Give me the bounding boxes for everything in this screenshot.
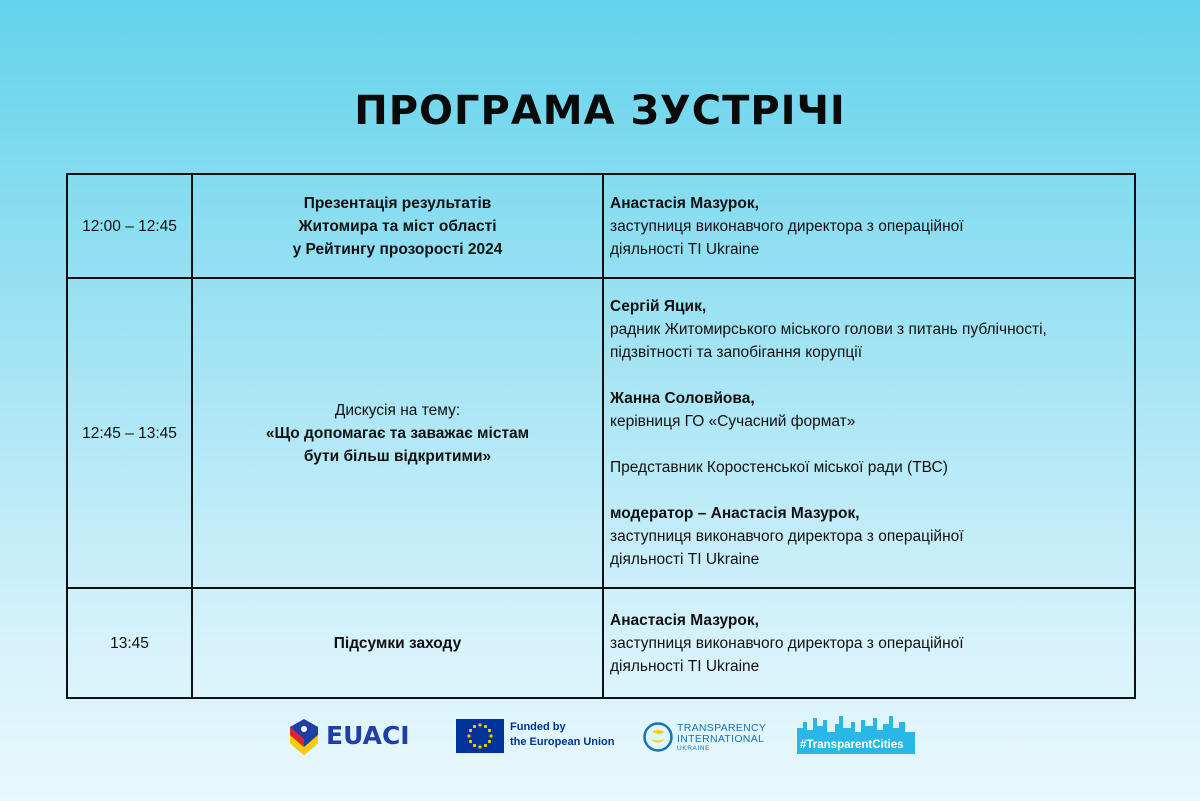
speaker-role: заступниця виконавчого директора з операційної <box>610 217 964 235</box>
ti-line: UKRAINE <box>677 745 711 752</box>
speaker-role: Представник Коростенської міської ради (ТВС) <box>610 459 948 476</box>
speaker-role: керівниця ГО «Сучасний формат» <box>610 413 856 430</box>
topic-cell <box>192 174 603 278</box>
speaker-name: Сергій Яцик, <box>610 298 707 315</box>
euaci-wordmark: EUACI <box>326 721 410 750</box>
ti-line: INTERNATIONAL <box>677 733 765 745</box>
speaker-role: заступниця виконавчого директора з операційної <box>610 634 964 652</box>
topic-line: Підсумки заходу <box>333 634 462 652</box>
page-title: ПРОГРАМА ЗУСТРІЧІ <box>354 88 846 134</box>
program-table <box>66 173 1136 699</box>
time-text: 12:45 – 13:45 <box>82 424 177 442</box>
table-row <box>67 174 1135 278</box>
topic-cell <box>192 588 603 698</box>
euaci-emblem-icon <box>286 717 322 757</box>
topic-intro: Дискусія на тему: <box>334 401 461 419</box>
topic-line: бути більш відкритими» <box>303 447 492 465</box>
topic-cell <box>192 278 603 588</box>
eu-funded-logo <box>456 712 621 762</box>
eu-flag-icon <box>456 719 504 753</box>
speaker-name: Анастасія Мазурок, <box>610 611 759 629</box>
speaker-role: діяльності TI Ukraine <box>610 551 760 568</box>
speaker-role: заступниця виконавчого директора з операційної <box>610 528 964 545</box>
time-text: 13:45 <box>110 634 149 652</box>
ti-ukraine-logo <box>643 712 773 762</box>
topic-line: Житомира та міст області <box>298 217 497 235</box>
ti-globe-icon <box>643 722 673 752</box>
time-cell <box>67 588 192 698</box>
speaker-name: Анастасія Мазурок, <box>610 194 759 212</box>
topic-line: Презентація результатів <box>303 194 492 212</box>
ti-line: TRANSPARENCY <box>677 722 767 734</box>
speakers-cell <box>603 278 1135 588</box>
speaker-name: модератор – Анастасія Мазурок, <box>610 505 860 522</box>
speaker-role: діяльності TI Ukraine <box>610 240 760 258</box>
partner-logos <box>0 712 1200 762</box>
speaker-role: радник Житомирського міського голови з питань публічності, <box>610 321 1047 338</box>
time-cell <box>67 174 192 278</box>
transparent-cities-hashtag: #TransparentCities <box>800 739 904 751</box>
speakers-cell <box>603 174 1135 278</box>
euaci-logo <box>286 712 416 762</box>
table-row <box>67 278 1135 588</box>
speaker-role: підзвітності та запобігання корупції <box>610 344 863 361</box>
eu-funded-line: the European Union <box>510 736 615 748</box>
speaker-name: Жанна Соловйова, <box>610 390 755 407</box>
topic-line: «Що допомагає та заважає містам <box>265 424 530 442</box>
transparent-cities-logo <box>797 712 917 762</box>
topic-line: у Рейтингу прозорості 2024 <box>292 240 503 258</box>
eu-funded-line: Funded by <box>510 721 566 733</box>
table-row <box>67 588 1135 698</box>
speaker-role: діяльності TI Ukraine <box>610 657 760 675</box>
time-cell <box>67 278 192 588</box>
speakers-cell <box>603 588 1135 698</box>
time-text: 12:00 – 12:45 <box>82 217 177 235</box>
